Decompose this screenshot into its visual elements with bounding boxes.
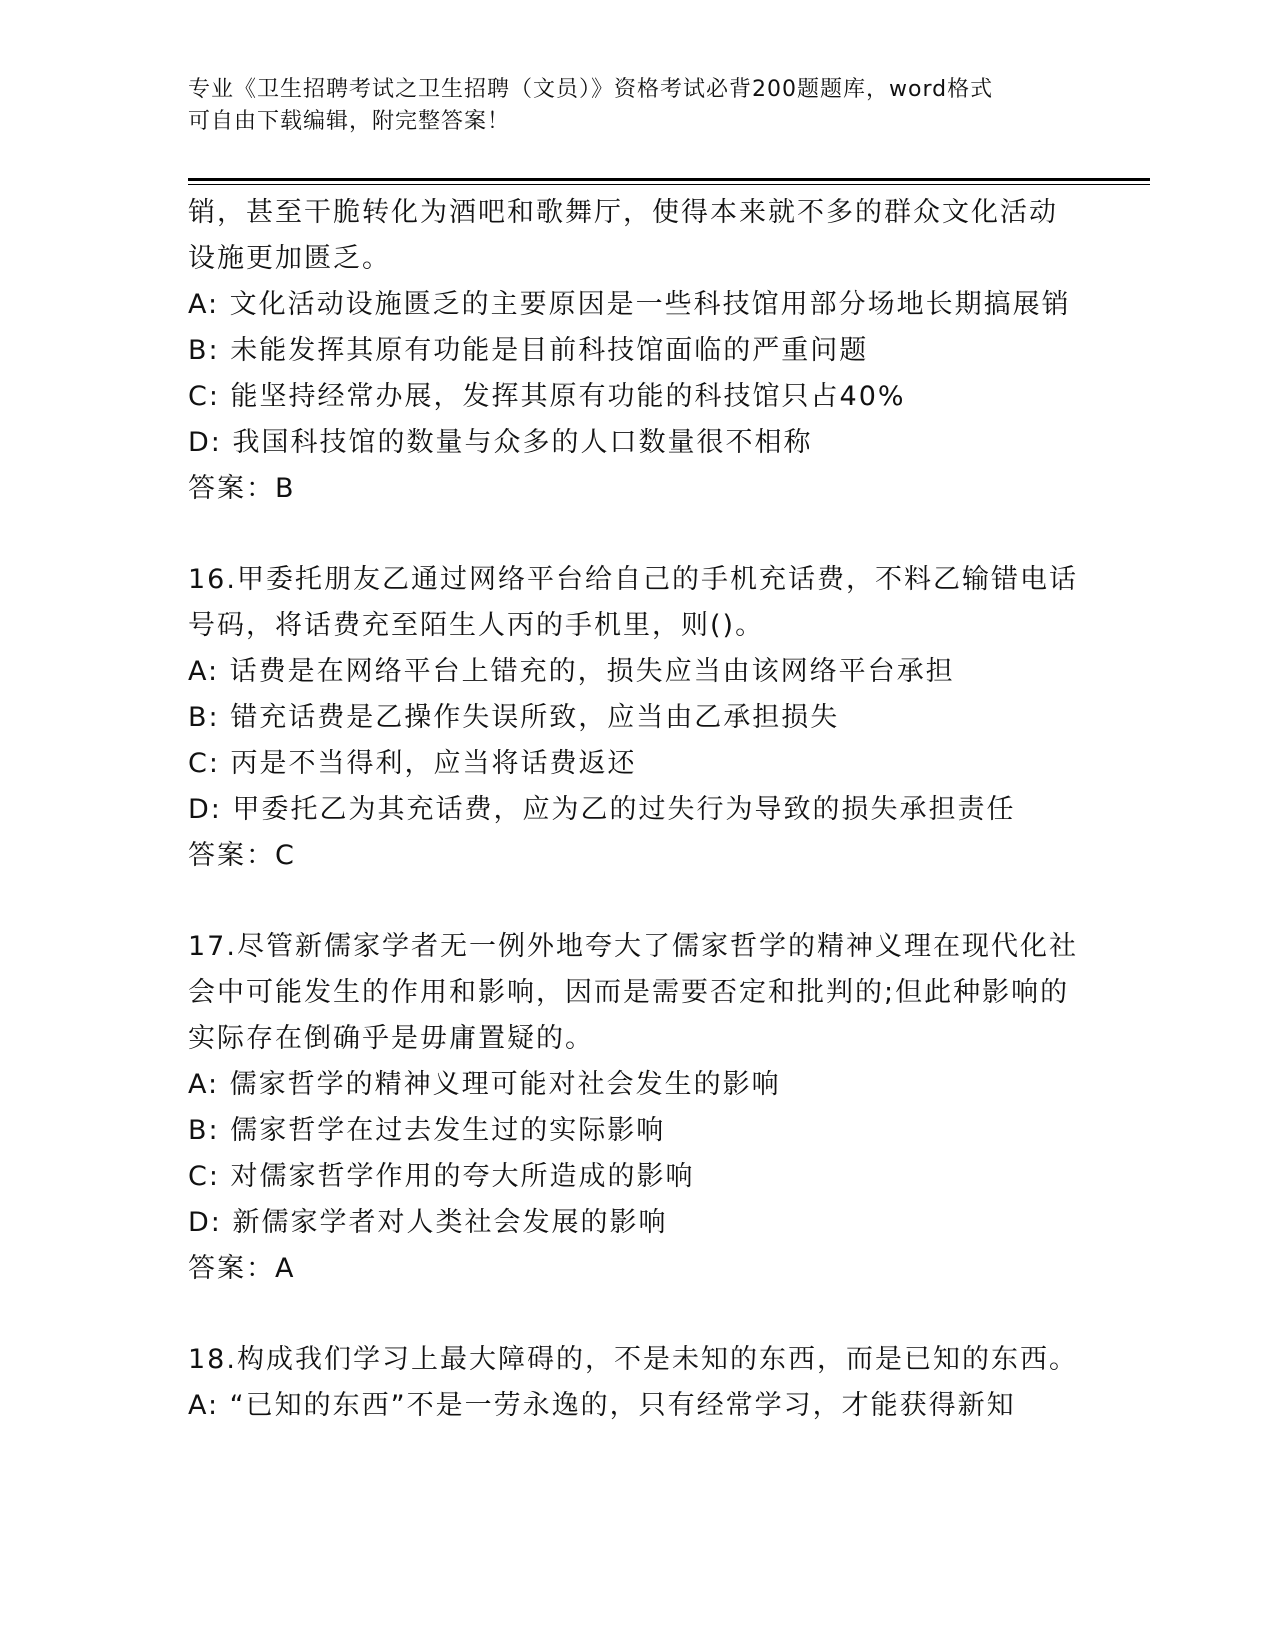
spacer (188, 1292, 1088, 1337)
document-body (188, 190, 1088, 1429)
header-line-1: 专业《卫生招聘考试之卫生招聘（文员）》资格考试必背200题题库，word格式 (188, 77, 994, 102)
header-line-2: 可自由下载编辑，附完整答案！ (188, 109, 511, 134)
question-stem-line: 设施更加匮乏。 (188, 243, 391, 274)
option-c: C: 对儒家哲学作用的夸大所造成的影响 (188, 1161, 695, 1192)
option-d: D: 新儒家学者对人类社会发展的影响 (188, 1207, 668, 1238)
header-rule-thick (188, 178, 1150, 181)
question-18 (188, 1337, 1088, 1429)
question-stem-line: 实际存在倒确乎是毋庸置疑的。 (188, 1023, 594, 1054)
option-b: B: 未能发挥其原有功能是目前科技馆面临的严重问题 (188, 335, 869, 366)
option-b: B: 儒家哲学在过去发生过的实际影响 (188, 1115, 666, 1146)
question-stem-line: 17.尽管新儒家学者无一例外地夸大了儒家哲学的精神义理在现代化社 (188, 931, 1078, 962)
spacer (188, 512, 1088, 557)
question-stem-line: 会中可能发生的作用和影响，因而是需要否定和批判的;但此种影响的 (188, 977, 1070, 1008)
question-16 (188, 557, 1088, 879)
answer-line: 答案：B (188, 473, 296, 504)
question-15-continuation (188, 190, 1088, 512)
option-a: A: “已知的东西”不是一劳永逸的，只有经常学习，才能获得新知 (188, 1390, 1016, 1421)
question-17 (188, 924, 1088, 1292)
question-stem-line: 16.甲委托朋友乙通过网络平台给自己的手机充话费，不料乙输错电话 (188, 564, 1078, 595)
document-header (188, 74, 1068, 138)
question-stem-line: 18.构成我们学习上最大障碍的，不是未知的东西，而是已知的东西。 (188, 1344, 1078, 1375)
question-stem-line: 号码，将话费充至陌生人丙的手机里，则()。 (188, 610, 765, 641)
option-b: B: 错充话费是乙操作失误所致，应当由乙承担损失 (188, 702, 840, 733)
option-d: D: 甲委托乙为其充话费，应为乙的过失行为导致的损失承担责任 (188, 794, 1016, 825)
question-stem-line: 销，甚至干脆转化为酒吧和歌舞厅，使得本来就不多的群众文化活动 (188, 197, 1058, 228)
header-rule-thin (188, 184, 1150, 185)
answer-line: 答案：A (188, 1253, 296, 1284)
answer-line: 答案：C (188, 840, 296, 871)
option-d: D: 我国科技馆的数量与众多的人口数量很不相称 (188, 427, 813, 458)
spacer (188, 879, 1088, 924)
option-a: A: 儒家哲学的精神义理可能对社会发生的影响 (188, 1069, 781, 1100)
option-a: A: 文化活动设施匮乏的主要原因是一些科技馆用部分场地长期搞展销 (188, 289, 1071, 320)
option-c: C: 能坚持经常办展，发挥其原有功能的科技馆只占40% (188, 381, 906, 412)
option-c: C: 丙是不当得利，应当将话费返还 (188, 748, 637, 779)
option-a: A: 话费是在网络平台上错充的，损失应当由该网络平台承担 (188, 656, 955, 687)
